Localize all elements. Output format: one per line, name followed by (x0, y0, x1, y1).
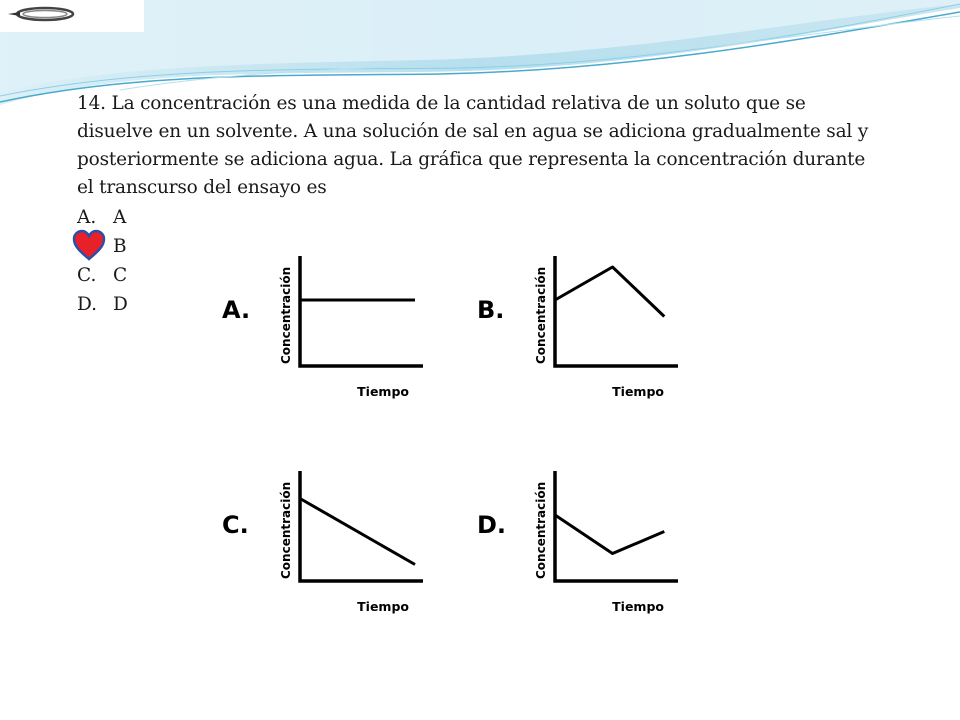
chart-panel (222, 256, 423, 399)
logo (0, 0, 144, 32)
chart-series-line (300, 499, 415, 565)
option-label: C (113, 265, 128, 286)
option-c[interactable] (77, 261, 128, 290)
chart-axes (300, 256, 423, 366)
chart-panel (477, 471, 678, 614)
chart-y-axis-label: Concentración (279, 481, 293, 579)
chart-y-axis-label: Concentración (534, 481, 548, 579)
chart-y-axis-label: Concentración (279, 266, 293, 364)
option-label: A (113, 207, 127, 228)
option-a[interactable] (77, 203, 128, 232)
option-letter: A. (77, 207, 97, 228)
chart-axes (300, 471, 423, 581)
chart-series-line (555, 267, 664, 317)
option-b[interactable] (77, 232, 128, 261)
chart-x-axis-label: Tiempo (612, 384, 664, 399)
chart-series-line (555, 515, 664, 554)
option-d[interactable] (77, 290, 128, 319)
option-letter: D. (77, 294, 98, 315)
heart-selected-icon (72, 229, 106, 261)
chart-panel-letter: A. (222, 296, 251, 324)
charts-svg (210, 231, 720, 638)
chart-panel-letter: D. (477, 511, 507, 539)
chart-x-axis-label: Tiempo (357, 384, 409, 399)
chart-x-axis-label: Tiempo (612, 599, 664, 614)
option-label: B (113, 236, 127, 257)
chart-y-axis-label: Concentración (534, 266, 548, 364)
chart-panel-letter: B. (477, 296, 505, 324)
chart-panel (477, 256, 678, 399)
logo-emblem-icon (0, 0, 144, 32)
option-label: D (113, 294, 128, 315)
option-letter: C. (77, 265, 97, 286)
chart-x-axis-label: Tiempo (357, 599, 409, 614)
answer-options (77, 203, 128, 319)
chart-panel-letter: C. (222, 511, 249, 539)
question-text: 14. La concentración es una medida de la cantidad relativa de un soluto que se disuelve en un solvente. A una solución de sal en agua se adiciona gradualmente sal y posteriormente se adiciona agua. La gráfica que representa la concentración durante el transcurso del ensayo es (77, 93, 869, 198)
chart-panel (222, 471, 423, 614)
concentration-charts-figure (210, 231, 720, 638)
